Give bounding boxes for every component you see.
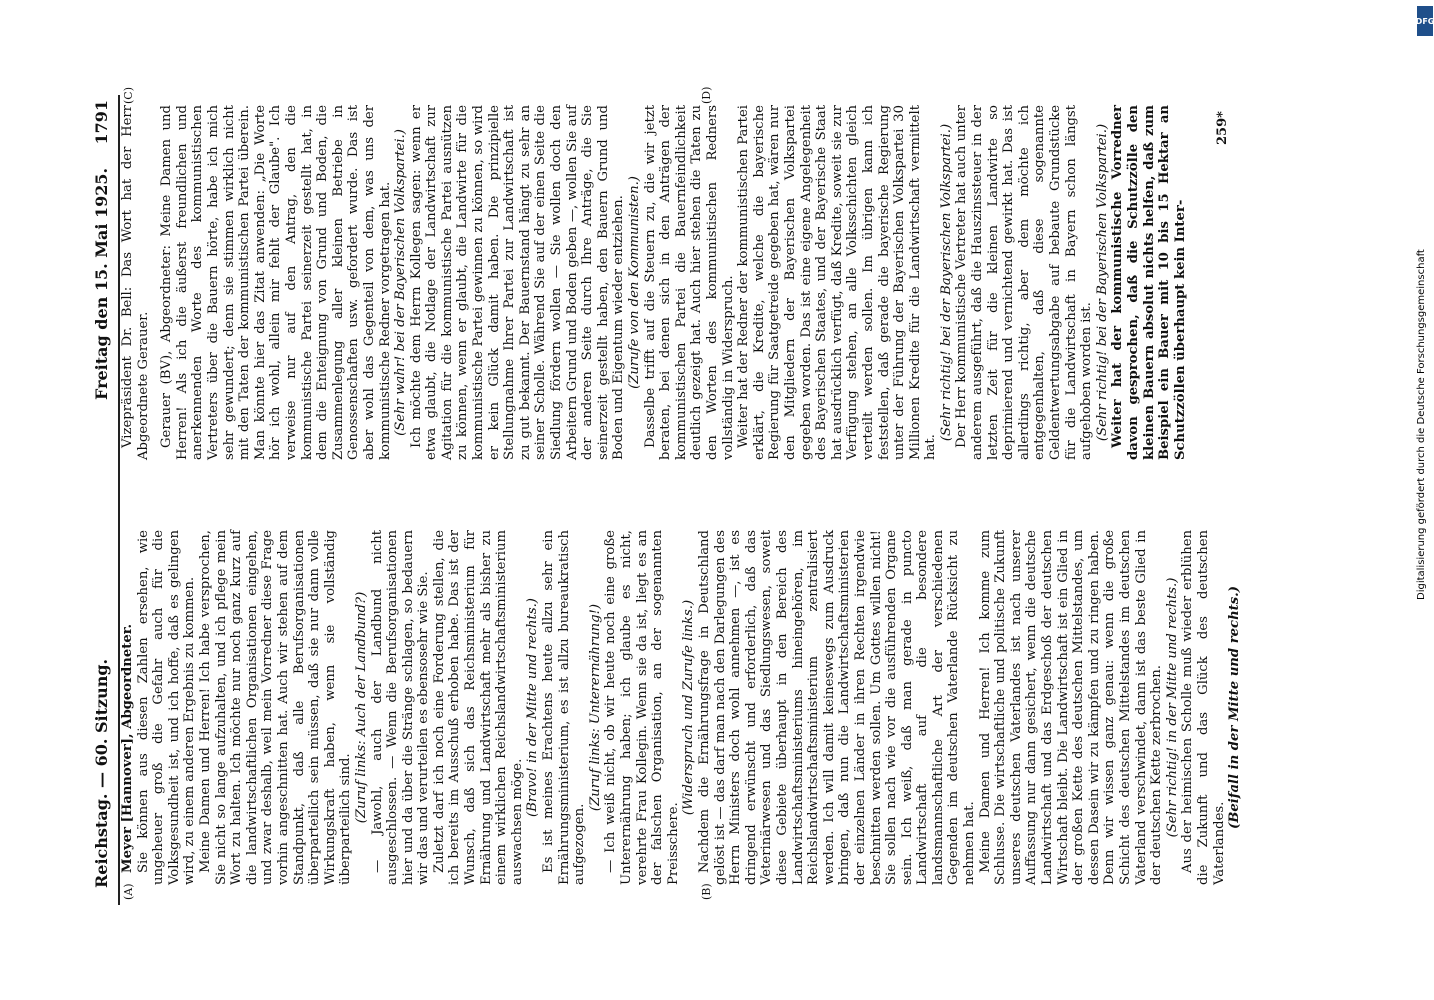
marker-b: (B) <box>700 883 713 900</box>
paragraph: Der Herr kommunistische Vertreter hat auch unter anderem ausgeführt, daß die Hauszinssteuer in der letzten Zeit für die kleinen Landwirte so deprimierend und vernichtend gewirkt hat. Das ist allerdings richtig, aber dem möchte ich entgegenhalten, daß diese sogenannte Geldentwertungsabgabe auf bebaute Grundstücke für die Landwirtschaft in Bayern schon längst aufgehoben worden ist. <box>954 105 1095 460</box>
interjection: (Zurufe von den Kommunisten.) <box>627 176 642 389</box>
interjection: (Sehr richtig! in der Mitte und rechts.) <box>1164 577 1180 838</box>
paragraph: — Jawohl, auch der Landbund nicht ausgeschlossen. — Wenn die Berufsorganisationen hier und da über die Stränge schlagen, so bedauern wir das und verurteilen es ebensosehr wie Sie. <box>369 530 432 885</box>
paragraph: Gerauer (BV), Abgeordneter: Meine Damen und Herren! Als ich die äußerst freundlichen und anerkennenden Worte des kommunistischen Vertreters über die Bauern hörte, habe ich mich sehr gewundert; denn sie stimmen wirklich nicht mit den Taten der kommunistischen Partei überein. Man könnte hier das Zitat anwenden: „Die Worte hör ich wohl, allein mir fehlt der Glaube". Ich verweise nur auf den Antrag, den die kommunistische Partei seinerzeit gestellt hat, in dem die Enteignung von Grund und Boden, die Zusammenlegung aller kleinen Betriebe in Genossenschaften usw. gefordert wurde. Das ist aber wohl das Gegenteil von dem, was uns der kommunistische Redner vorgetragen hat. <box>159 105 393 460</box>
paragraph: Weiter hat der kommunistische Vorredner davon gesprochen, daß die Schutzzölle den kleinen Bauern absolut nichts helfen, daß zum Beispiel ein Bauer mit 10 bis 15 Hektar an Schutzzöllen überhaupt kein Inter- <box>1110 105 1188 460</box>
paragraph: Dasselbe trifft auf die Steuern zu, die wir jetzt beraten, bei denen sich in den Anträgen der kommunistischen Partei die Bauernfeindlichkeit deutlich gezeigt hat. Auch hier stehen die Taten zu den Worten des kommunistischen Redners vollständig in Widerspruch. <box>642 105 736 460</box>
header-session: Reichstag. — 60. Sitzung. <box>92 658 111 888</box>
interjection: (Bravo! in der Mitte und rechts.) <box>525 598 541 817</box>
dfg-logo: DFG <box>1417 6 1433 36</box>
digitization-credit: Digitalisierung gefördert durch die Deutsche Forschungsgemeinschaft <box>1416 249 1427 600</box>
marker-a: (A) <box>122 883 135 900</box>
paragraph: Sie können aus diesen Zahlen ersehen, wie ungeheuer groß die Gefahr auch für die Volksgesundheit ist, und ich hoffe, daß es gelingen wird, zu einem anderen Ergebnis zu kommen. <box>135 530 198 885</box>
marker-d: (D) <box>700 86 713 104</box>
interjection: (Sehr richtig! bei der Bayerischen Volkspartei.) <box>1094 123 1110 442</box>
speaker-line: Meyer [Hannover], Abgeordneter. <box>120 623 135 873</box>
signature-mark: 259* <box>1215 111 1230 145</box>
marker-c: (C) <box>122 87 135 104</box>
paragraph: Vizepräsident Dr. Bell: Das Wort hat der Herr Abgeordnete Gerauer. <box>120 105 151 460</box>
paragraph: Es ist meines Erachtens heute allzu sehr ein Ernährungsministerium, es ist allzu bureaukratisch aufgezogen. <box>541 530 588 885</box>
paragraph: Zuletzt darf ich noch eine Forderung stellen, die ich bereits im Ausschuß erhoben habe. Das ist der Wunsch, daß sich das Reichsministerium für Ernährung und Landwirtschaft mehr als bisher zu einem wirklichen Reichslandwirtschaftsministerium auswachsen möge. <box>431 530 525 885</box>
page-number: 1791 <box>92 100 111 145</box>
paragraph: Weiter hat der Redner der kommunistischen Partei erklärt, die Kredite, welche die bayerische Regierung für Saatgetreide gegeben hat, wären nur den Mitgliedern der Bayerischen Volkspartei gegeben worden. Das ist eine eigene Angelegenheit des Bayerischen Staates, und der Bayerische Staat hat ausdrücklich verfügt, daß Kredite, soweit sie zur Verfügung stehen, an alle Volksschichten gleich verteilt werden sollen. Im übrigen kann ich feststellen, daß gerade die bayerische Regierung unter der Führung der Bayerischen Volkspartei 30 Millionen Kredite für die Landwirtschaft vermittelt hat. <box>736 105 939 460</box>
interjection: (Zuruf links: Unterernährung!) <box>587 603 603 812</box>
header-date: Freitag den 15. Mai 1925. <box>92 167 111 400</box>
left-column <box>120 530 1243 885</box>
interjection: (Beifall in der Mitte und rechts.) <box>1227 585 1243 830</box>
paragraph: Meine Damen und Herren! Ich habe versprochen, Sie nicht so lange aufzuhalten, und ich pflege mein Wort zu halten. Ich möchte nur noch ganz kurz auf die landwirtschaftlichen Organisationen eingehen, und zwar deshalb, weil mein Vorredner diese Frage vorhin angeschnitten hat. Auch wir stehen auf dem Standpunkt, daß alle Berufsorganisationen überparteilich sein müssen, daß sie nur dann volle Wirkungskraft haben, wenn sie vollständig überparteilich sind. <box>197 530 354 885</box>
interjection: (Widerspruch und Zurufe links.) <box>681 599 697 816</box>
paragraph: Nachdem die Ernährungsfrage in Deutschland gelöst ist — das darf man nach den Darlegungen des Herrn Ministers doch wohl annehmen —, ist es dringend erwünscht und erforderlich, daß das Veterinärwesen und das Siedlungswesen, soweit diese Gebiete überhaupt in den Bereich des Landwirtschaftsministeriums hineingehören, im Reichslandwirtschaftsministerium zentralisiert werden. Ich will damit keineswegs zum Ausdruck bringen, daß nun die Landwirtschaftsministerien der einzelnen Länder in ihren Rechten irgendwie beschnitten werden sollen. Um Gottes willen nicht! Sie sollen nach wie vor die ausführenden Organe sein. Ich weiß, daß man gerade in puncto Landwirtschaft auf die besondere landsmannschaftliche Art der verschiedenen Gegenden im deutschen Vaterlande Rücksicht zu nehmen hat. <box>696 530 978 885</box>
interjection: (Zuruf links: Auch der Landbund?) <box>353 591 369 824</box>
paragraph: Meine Damen und Herren! Ich komme zum Schlusse. Die wirtschaftliche und politische Zukunft unseres deutschen Vaterlandes ist nach unserer Auffassung nur dann gesichert, wenn die deutsche Landwirtschaft und das Erdgeschoß der deutschen Wirtschaft bleibt. Die Landwirtschaft ist ein Glied in der großen Kette des deutschen Mittelstandes, um dessen Dasein wir zu kämpfen und zu ringen haben. Denn wir wissen ganz genau: wenn die große Schicht des deutschen Mittelstandes im deutschen Vaterland verschwindet, dann ist das beste Glied in der deutschen Kette zerbrochen. <box>977 530 1165 885</box>
interjection: (Sehr richtig! bei der Bayerischen Volkspartei.) <box>938 123 954 442</box>
paragraph: Ich möchte dem Herrn Kollegen sagen: wenn er etwa glaubt, die Notlage der Landwirtschaft zur Agitation für die kommunistische Partei ausnützen zu können, wenn er glaubt, die Landwirte für die kommunistische Partei gewinnen zu können, so wird er kein Glück damit haben. Die prinzipielle Stellungnahme Ihrer Partei zur Landwirtschaft ist zu gut bekannt. Der Bauernstand hängt zu sehr an seiner Scholle. Während Sie auf der einen Seite die Siedlung fördern wollen — Sie wollen doch den Arbeitern Grund und Boden geben —, wollen Sie auf der anderen Seite durch Ihre Anträge, die Sie seinerzeit gestellt haben, den Bauern Grund und Boden und Eigentum wieder entziehen. <box>408 105 627 460</box>
right-column <box>120 105 1230 460</box>
interjection: (Sehr wahr! bei der Bayerischen Volkspartei.) <box>393 129 409 436</box>
paragraph: Aus der heimischen Scholle muß wieder erblühen die Zukunft und das Glück des deutschen Vaterlandes. <box>1180 530 1227 885</box>
paragraph: — Ich weiß nicht, ob wir heute noch eine große Unterernährung haben; ich glaube es nicht, verehrte Frau Kollegin. Wenn sie da ist, liegt es an der falschen Organisation, an der sogenannten Preisschere. <box>603 530 681 885</box>
dfg-sidebar <box>1416 0 1434 1000</box>
